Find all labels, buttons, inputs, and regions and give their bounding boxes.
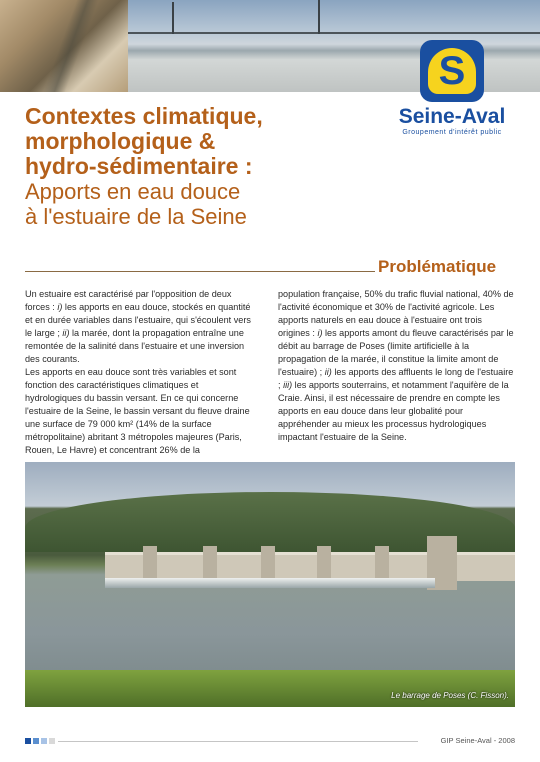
footer-text: GIP Seine-Aval - 2008 (440, 736, 515, 745)
footer-square (25, 738, 31, 744)
text-run: population française, 50% du trafic fluvial national, 40% de l'activité économique et 30% de l'activité agricole. Les apports naturels en eau douce à l'estuaire ont trois origines : (278, 289, 514, 338)
body-column-left (25, 288, 257, 457)
photo-caption (391, 691, 509, 701)
subtitle-line: à l'estuaire de la Seine (25, 204, 247, 229)
text-run: les apports en eau douce, stockés en quantité et en durée variables dans l'estuaire, qui s'écoulent vers le large ; (25, 302, 251, 338)
bridge-pylon (318, 0, 320, 34)
title-line: hydro-sédimentaire : (25, 153, 253, 179)
text-run: les apports souterrains, et notamment l'aquifère de la Craie. Ainsi, il est nécessaire de prendre en compte les apports en eau douce dans leur globalité pour appréhender au mieux les processus hydrologiques impactant l'estuaire de la Seine. (278, 380, 509, 442)
caption-credit: (C. Fisson). (467, 691, 509, 700)
text-run: les apports des affluents le long de l'estuaire ; (278, 367, 514, 390)
subtitle-line: Apports en eau douce (25, 179, 241, 204)
section-heading: Problématique (378, 257, 497, 276)
footer-square (41, 738, 47, 744)
poses-dam-photo (25, 462, 515, 707)
enumeration-marker: ii) (62, 328, 70, 338)
footer-square (33, 738, 39, 744)
text-run: les apports amont du fleuve caractérisés par le débit au barrage de Poses (limite artificielle à la propagation de la marée, il constitue la limite amont de l'estuaire) ; (278, 328, 514, 377)
section-divider (25, 271, 375, 272)
footer-square (49, 738, 55, 744)
enumeration-marker: ii) (324, 367, 332, 377)
estuary-mudflat-photo (0, 0, 128, 92)
enumeration-marker: iii) (283, 380, 293, 390)
logo-subtitle: Groupement d'intérêt public (402, 129, 502, 136)
title-line: morphologique & (25, 128, 216, 154)
page-title (25, 104, 375, 229)
bridge-deck (128, 32, 540, 34)
paragraph (278, 288, 516, 444)
footer-divider (58, 741, 418, 742)
seine-aval-logo[interactable] (392, 40, 512, 137)
footer-squares (25, 738, 55, 744)
paragraph: Les apports en eau douce sont très variables et sont fonction des caractéristiques climatiques et hydrologiques du bassin versant. En ce qui concerne l'estuaire de la Seine, le bassin versant du fleuve draine une surface de 79 000 km² (14% de la surface métropolitaine) abritant 3 métropoles majeures (Paris, Rouen, Le Havre) et concentrant 26% de la (25, 367, 250, 455)
body-column-right (278, 288, 516, 444)
logo-mark (420, 40, 484, 102)
title-line: Contextes climatique, (25, 103, 263, 129)
paragraph (25, 288, 257, 366)
text-run: Un estuaire est caractérisé par l'opposition de deux forces : (25, 289, 232, 312)
bridge-pylon (172, 2, 174, 34)
photo-spillway-foam (105, 578, 435, 588)
enumeration-marker: i) (317, 328, 323, 338)
logo-name: Seine-Aval (398, 105, 506, 128)
enumeration-marker: i) (57, 302, 63, 312)
text-run: la marée, dont la propagation entraîne une remontée de la salinité dans l'estuaire et une inversion des courants. (25, 328, 245, 364)
logo-letter: S (428, 48, 476, 94)
photo-riverbank (25, 670, 515, 707)
caption-text: Le barrage de Poses (391, 691, 468, 700)
